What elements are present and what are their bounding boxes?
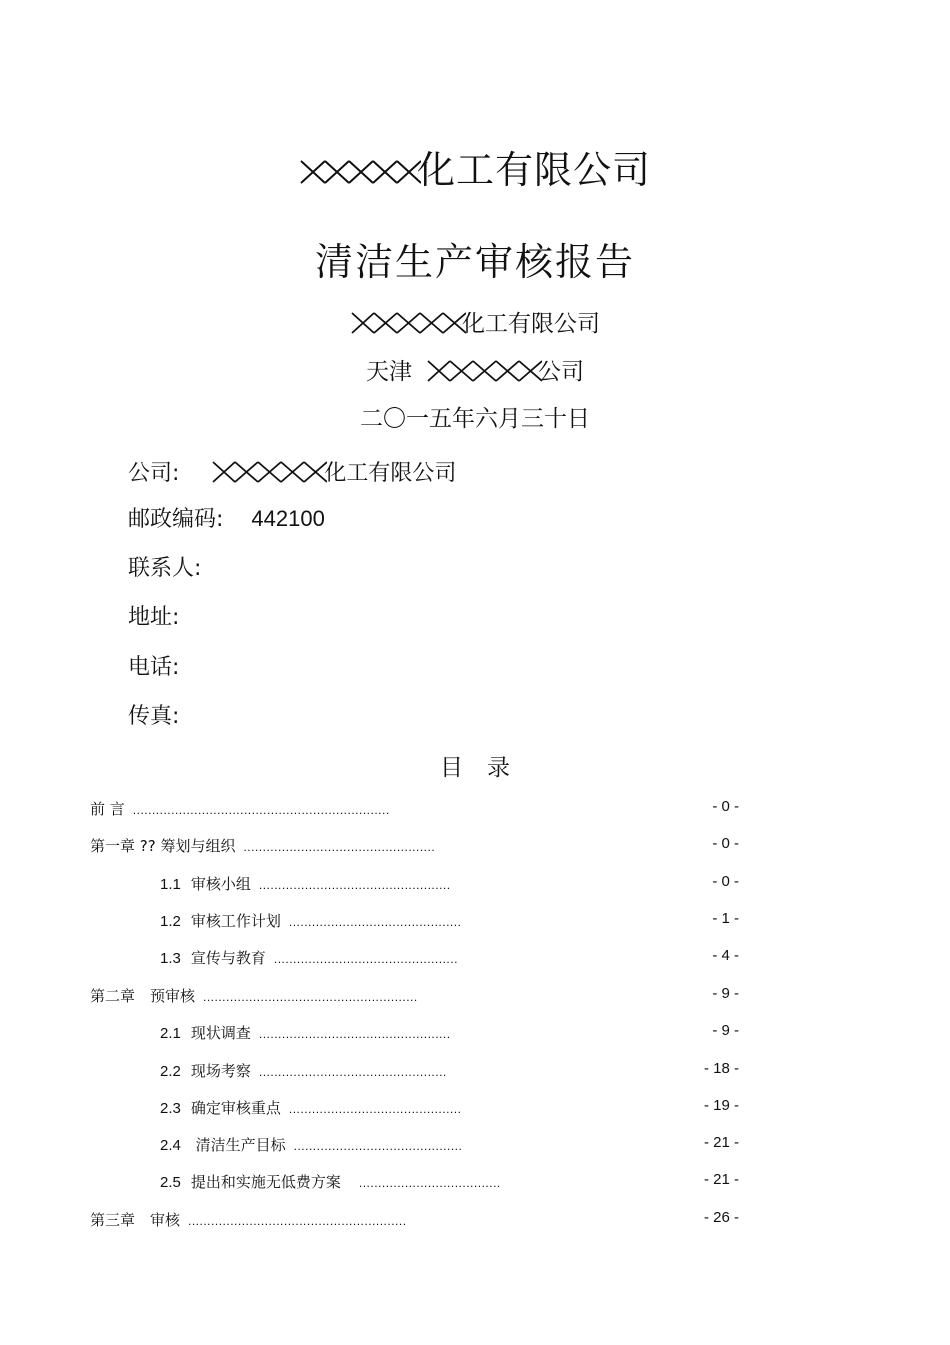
toc-leader-dots: ................................................. [258, 1065, 447, 1079]
report-title: 清洁生产审核报告 [314, 240, 635, 284]
toc-entry-page: - 21 - [703, 1134, 739, 1151]
toc-entry-page: - 19 - [703, 1097, 739, 1114]
redacted-name-marks [350, 311, 466, 335]
toc-entry-title: 提出和实施无低费方案 [190, 1173, 341, 1191]
toc-entry-title: 宣传与教育 [190, 949, 266, 967]
toc-entry[interactable] [90, 835, 435, 856]
info-phone-row [128, 650, 179, 681]
info-company-row [128, 456, 456, 487]
toc-entry-page: - 0 - [712, 873, 739, 890]
toc-entry-page: - 0 - [712, 798, 739, 815]
toc-entry-title: 现状调查 [190, 1024, 251, 1042]
toc-entry-number: 2.3 [160, 1100, 181, 1117]
toc-entry-number: 2.1 [160, 1025, 181, 1042]
toc-leader-dots: ........................................................ [203, 990, 418, 1004]
postal-value: 442100 [251, 506, 325, 531]
toc-entry-page: - 1 - [712, 910, 739, 927]
phone-label: 电话: [128, 655, 180, 680]
toc-entry-page: - 18 - [703, 1060, 739, 1077]
toc-entry-page: - 9 - [712, 985, 739, 1002]
toc-entry-page: - 0 - [712, 835, 739, 852]
postal-label: 邮政编码: [128, 507, 224, 532]
address-label: 地址: [128, 605, 180, 630]
toc-entry-number: 2.2 [160, 1063, 181, 1080]
tianjin-suffix: 公司 [538, 359, 584, 385]
toc-entry-page: - 4 - [712, 947, 739, 964]
toc-leader-dots: ............................................. [288, 1102, 462, 1116]
toc-entry[interactable] [160, 947, 458, 968]
toc-entry[interactable] [160, 1097, 461, 1118]
fax-label: 传真: [128, 704, 180, 729]
toc-entry[interactable] [160, 1060, 447, 1081]
toc-entry[interactable] [90, 1209, 407, 1230]
toc-heading: 目录 [440, 755, 534, 781]
toc-entry[interactable] [160, 1022, 451, 1043]
toc-leader-dots: ..................................... [358, 1176, 501, 1190]
contact-label: 联系人: [128, 556, 202, 581]
toc-entry[interactable] [160, 1171, 501, 1192]
toc-leader-dots: ................................................................... [132, 803, 390, 817]
company-value-suffix: 化工有限公司 [324, 461, 457, 486]
toc-entry-title: 确定审核重点 [190, 1099, 281, 1117]
toc-entry-title: 审核小组 [190, 875, 251, 893]
toc-entry-title: 清洁生产目标 [190, 1136, 286, 1154]
redacted-name-marks [426, 359, 542, 383]
toc-entry[interactable] [90, 985, 418, 1006]
toc-entry[interactable] [160, 873, 451, 894]
toc-leader-dots: ............................................. [288, 915, 462, 929]
toc-entry-number: 1.3 [160, 950, 181, 967]
redacted-name-marks [299, 157, 421, 185]
toc-entry[interactable] [90, 798, 390, 819]
redacted-name-marks [211, 460, 327, 484]
toc-leader-dots: ............................................ [293, 1139, 463, 1153]
toc-entry-number: 1.1 [160, 876, 181, 893]
toc-leader-dots: ......................................................... [188, 1214, 407, 1228]
info-postal-row [128, 502, 325, 533]
toc-leader-dots: ................................................ [273, 952, 458, 966]
info-fax-row [128, 699, 179, 730]
info-contact-row [128, 551, 201, 582]
toc-entry-title: 第一章 ?? 筹划与组织 [90, 837, 236, 855]
toc-entry[interactable] [160, 910, 461, 931]
toc-entry-title: 审核工作计划 [190, 912, 281, 930]
toc-leader-dots: .................................................. [258, 1027, 451, 1041]
toc-entry-title: 现场考察 [190, 1062, 251, 1080]
title-company-suffix: 化工有限公司 [416, 148, 651, 192]
cover-company-suffix: 化工有限公司 [462, 311, 600, 337]
toc-entry-title: 第三章 审核 [90, 1211, 181, 1229]
toc-entry-number: 2.5 [160, 1174, 181, 1191]
toc-entry-page: - 21 - [703, 1171, 739, 1188]
toc-entry-number: 2.4 [160, 1137, 181, 1154]
cover-company-line [0, 305, 950, 338]
toc-entry[interactable] [160, 1134, 462, 1155]
toc-entry-title: 第二章 预审核 [90, 987, 196, 1005]
cover-consultant-line [0, 353, 950, 386]
report-company-title [0, 139, 950, 194]
toc-leader-dots: .................................................. [243, 840, 436, 854]
toc-entry-page: - 26 - [703, 1209, 739, 1226]
toc-leader-dots: .................................................. [258, 878, 451, 892]
toc-entry-title: 前 言 [90, 800, 125, 818]
info-address-row [128, 600, 179, 631]
company-label: 公司: [128, 461, 180, 486]
toc-entry-number: 1.2 [160, 913, 181, 930]
cover-date: 二〇一五年六月三十日 [360, 406, 590, 432]
toc-entry-page: - 9 - [712, 1022, 739, 1039]
tianjin-prefix: 天津 [366, 359, 412, 385]
